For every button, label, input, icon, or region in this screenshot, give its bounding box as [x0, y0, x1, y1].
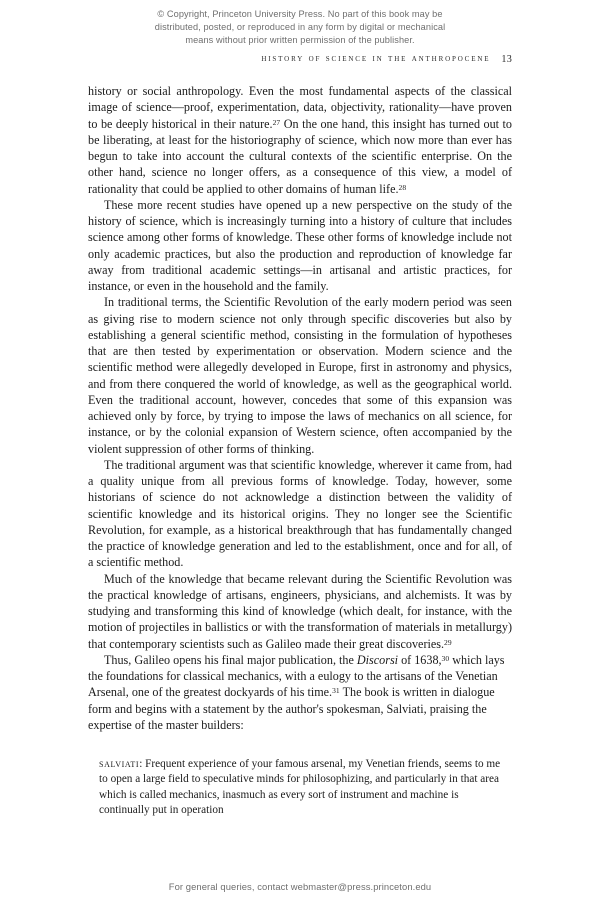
copyright-line-2: distributed, posted, or reproduced in any form by digital or mechanical	[154, 22, 446, 33]
page-footer-text: For general queries, contact webmaster@press.princeton.edu	[168, 881, 432, 892]
running-head	[88, 52, 512, 65]
para-4: The traditional argument was that scientific knowledge, wherever it came from, had a quality unique from all previous forms of knowledge. Today, however, some historians of science do not acknowledge a distinction between the validity of scientific knowledge and its historical origins. They no longer see the Scientific Revolution, for example, as a historical breakthrough that has fundamentally changed the practice of knowledge generation and led to the establishment, once and for all, of a scientific method.	[88, 457, 512, 570]
para-1: history or social anthropology. Even the most fundamental aspects of the classical image of science—proof, experimentation, data, objectivity, rationality—have proven to be deeply historical in their nature.$^{27}$ On the one hand, this insight has turned out to be liberating, at least for the historiography of science, which now more than ever has begun to take into account the cultural contexts of the scientific enterprise. On the other hand, science no longer offers, as a consequence of this view, a model of rationality that could be applied to other domains of human life.$^{28}$	[88, 84, 512, 196]
body-text	[88, 83, 512, 733]
block-quote-text: salviati: Frequent experience of your famous arsenal, my Venetian friends, seems to me to open a large field to speculative minds for philosophizing, and particularly in that area which is called mechanics, inasmuch as every sort of instrument and machine is continually put in operation	[99, 758, 501, 817]
block-quote	[99, 757, 501, 819]
page-footer	[0, 880, 600, 893]
copyright-line-3: means without prior written permission of the publisher.	[185, 35, 415, 46]
running-head-title: history of science in the anthropocene	[261, 53, 491, 64]
para-5: Much of the knowledge that became relevant during the Scientific Revolution was the practical knowledge of artisans, engineers, physicians, and alchemists. It was by studying and transforming this kind of knowledge (which dealt, for instance, with the motion of projectiles in ballistics or with the transformation of materials in metallurgy) that contemporary scientists such as Galileo made their great discoveries.$^{29}$	[88, 571, 512, 651]
page-number: 13	[501, 53, 512, 65]
para-3: In traditional terms, the Scientific Revolution of the early modern period was seen as giving rise to modern science not only through specific discoveries but also by establishing a general scientific method, consisting in the formulation of hypotheses that are then tested by experimentation or observation. Modern science and the scientific method were allegedly developed in Europe, first in astronomy and physics, and from there conquered the world of knowledge, as well as the geographical world. Even the traditional account, however, concedes that some of this expansion was achieved only by force, by trying to impose the laws of mechanics on all science, for instance, or by the colonial expansion of Western science, often accompanied by the violent suppression of other forms of thinking.	[88, 295, 512, 456]
copyright-notice	[110, 8, 490, 48]
para-6: Thus, Galileo opens his final major publication, the Discorsi of 1638,30 which lays the foundations for classical mechanics, with a eulogy to the artisans of the Venetian Arsenal, one of the greatest dockyards of his time.$^{31}$ The book is written in dialogue form and begins with a statement by the author's spokesman, Salviati, praising the expertise of the master builders:	[88, 652, 505, 732]
copyright-line-1: © Copyright, Princeton University Press. No part of this book may be	[157, 9, 443, 19]
para-2: These more recent studies have opened up a new perspective on the study of the history of science, which is increasingly turning into a history of culture that includes science among other forms of knowledge. These other forms of knowledge include not only academic practices, but also the production and reproduction of knowledge far away from traditional academic settings—in artisanal and artistic practices, for instance, or even in the household and the family.	[88, 197, 512, 293]
